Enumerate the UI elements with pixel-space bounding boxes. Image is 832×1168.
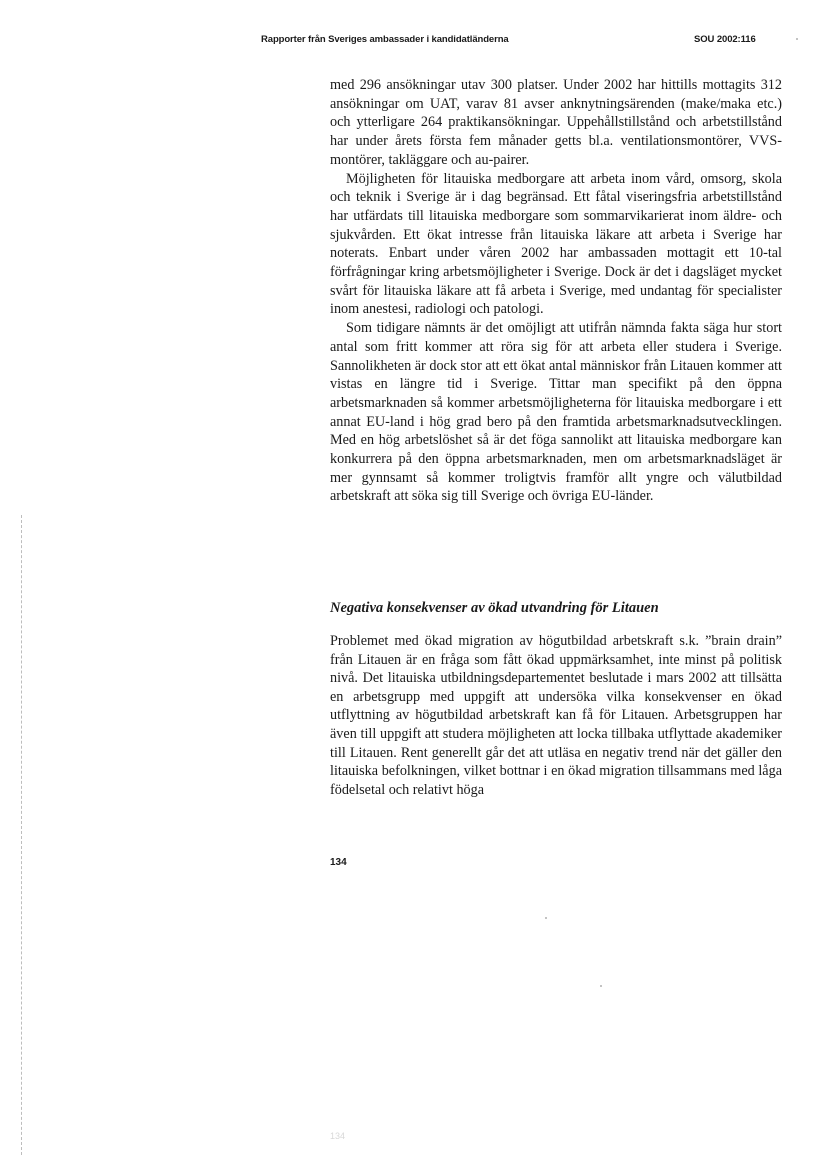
page-number: 134 [330, 857, 347, 868]
paragraph: Problemet med ökad migration av högutbildad arbetskraft s.k. ”brain drain” från Litauen är en fråga som fått ökad uppmärksamhet, inte minst på politisk nivå. Det litauiska utbildningsdepartementet beslutade i mars 2002 att tillsätta en arbetsgrupp med uppgift att undersöka vilka konsekvenser en ökad utflyttning av högutbildad arbetskraft kan få för Litauen. Arbetsgruppen har även till uppgift att studera möjligheten att locka tillbaka utflyttade akademiker till Litauen. Rent generellt går det att utläsa en negativ trend när det gäller den litauiska befolkningen, vilket bottnar i en ökad migration tillsammans med låga födelsetal och relativt höga [330, 633, 782, 798]
bleed-through-page-number: 134 [330, 1131, 346, 1141]
running-header-report-number: SOU 2002:116 [694, 34, 756, 45]
paragraph: Som tidigare nämnts är det omöjligt att utifrån nämnda fakta säga hur stort antal som fritt kommer att röra sig för att arbeta eller studera i Sverige. Sannolikheten är dock stor att ett ökat antal människor från Litauen kommer att vistas en längre tid i Sverige. Tittar man specifikt på den öppna arbetsmarknaden så kommer arbetsmöjligheterna för litauiska medborgare i ett annat EU-land i hög grad bero på den framtida arbetsmarknadsutvecklingen. Med en hög arbetslöshet så är det föga sannolikt att litauiska medborgare kan konkurrera på den öppna arbetsmarknaden, men om arbetsmarknadsläget är mer gynnsamt så kommer troligtvis framför allt yngre och välutbildad arbetskraft att söka sig till Sverige och övriga EU-länder. [330, 320, 782, 505]
scan-speck [545, 917, 547, 919]
scan-edge-mark [21, 515, 23, 1155]
running-header-title: Rapporter från Sveriges ambassader i kandidatländerna [261, 34, 509, 45]
scan-speck [600, 985, 602, 987]
paragraph: med 296 ansökningar utav 300 platser. Under 2002 har hittills mottagits 312 ansökningar om UAT, varav 81 avser anknytningsärenden (make/maka etc.) och ytterligare 264 praktikansökningar. Uppehållstillstånd och arbetstillstånd har under årets första fem månader getts bl.a. ventilationsmontörer, VVS-montörer, takläggare och au-pairer. [330, 77, 782, 168]
scan-speck [796, 38, 798, 40]
paragraph: Möjligheten för litauiska medborgare att arbeta inom vård, omsorg, skola och teknik i Sverige är i dag begränsad. Ett fåtal viseringsfria arbetstillstånd har utfärdats till litauiska medborgare som sommarvikarierat inom äldre- och sjukvården. Ett ökat intresse från litauiska läkare att arbeta i Sverige har noterats. Enbart under våren 2002 har ambassaden mottagit ett 10-tal förfrågningar kring arbetsmöjligheter i Sverige. Dock är det i dagsläget mycket svårt för litauiska läkare att få arbeta i Sverige, med undantag för specialister inom anestesi, radiologi och patologi. [330, 170, 782, 318]
section-body [330, 632, 782, 799]
body-text [330, 76, 782, 506]
section-heading: Negativa konsekvenser av ökad utvandring för Litauen [330, 600, 659, 616]
running-header [0, 34, 832, 50]
